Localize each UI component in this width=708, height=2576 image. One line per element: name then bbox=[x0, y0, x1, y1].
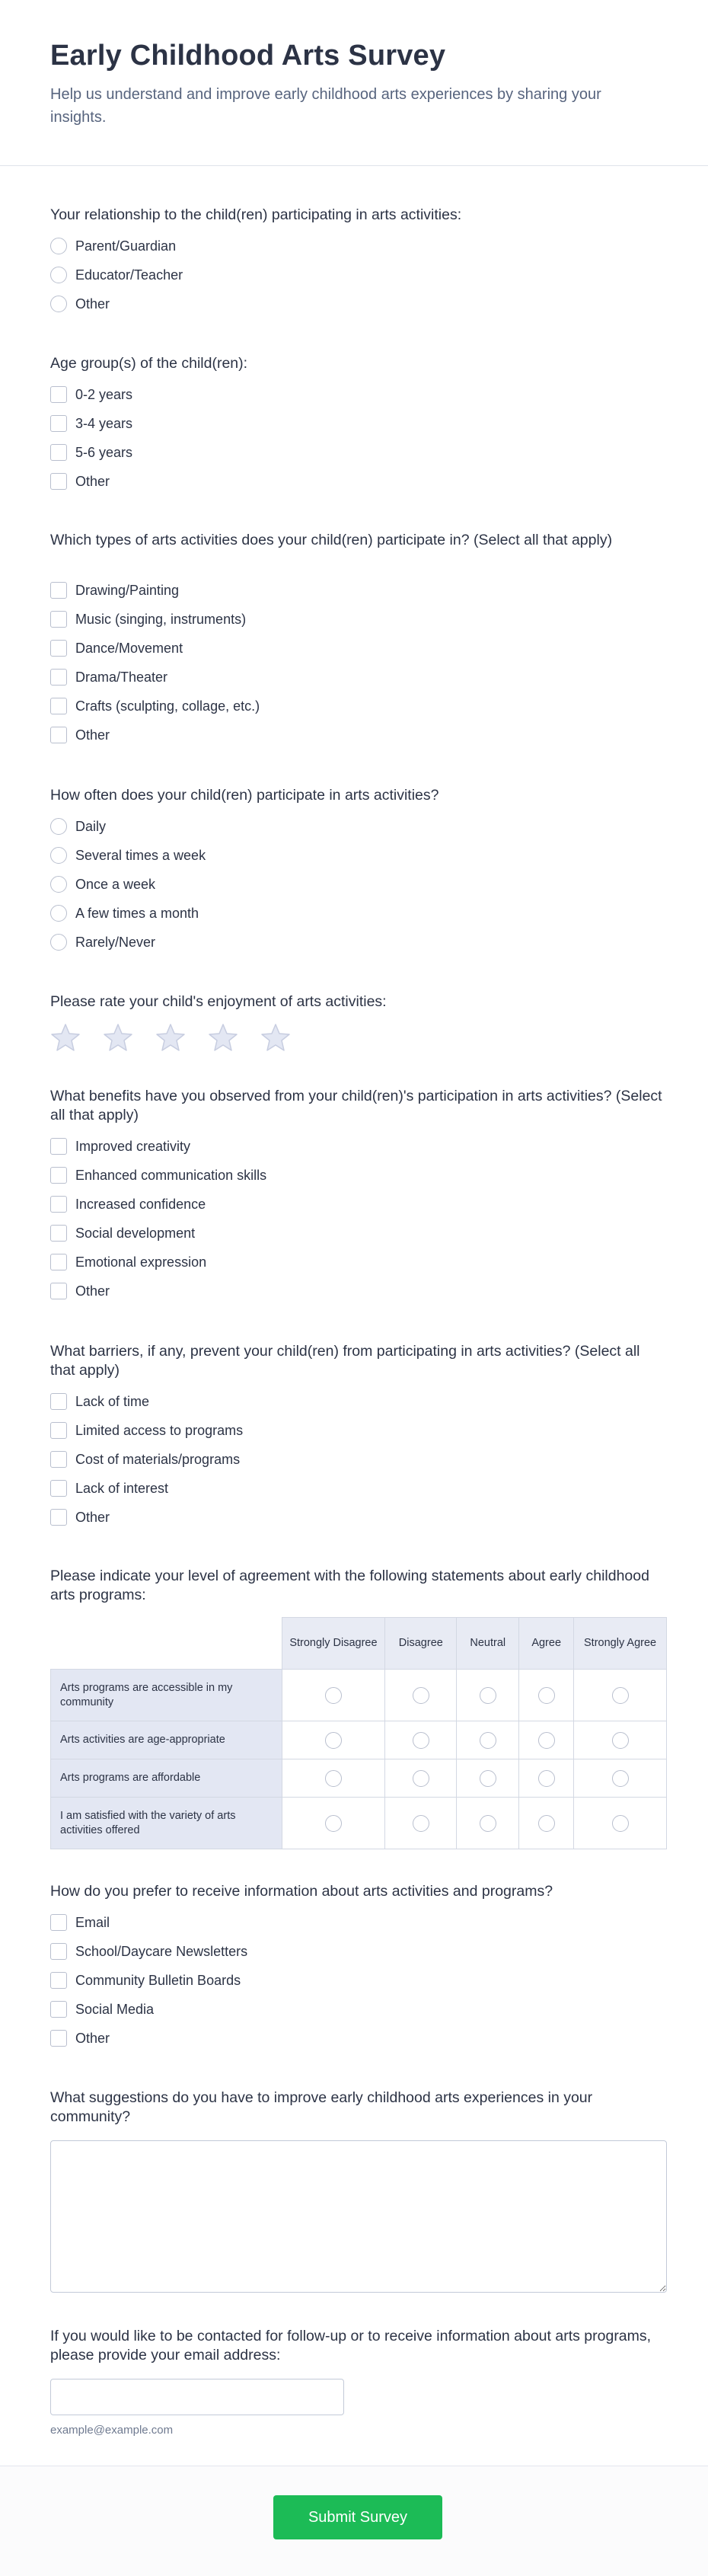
checkbox-option[interactable] bbox=[50, 1478, 168, 1498]
matrix-column-header: Neutral bbox=[457, 1618, 519, 1670]
checkbox[interactable] bbox=[50, 1254, 67, 1270]
checkbox[interactable] bbox=[50, 1138, 67, 1155]
question-label: How do you prefer to receive information about arts activities and programs? bbox=[50, 1883, 553, 1900]
checkbox-option[interactable] bbox=[50, 471, 110, 491]
checkbox[interactable] bbox=[50, 1480, 67, 1497]
checkbox-option[interactable] bbox=[50, 1999, 154, 2019]
matrix-column-header: Agree bbox=[519, 1618, 574, 1670]
matrix-radio[interactable] bbox=[480, 1687, 496, 1704]
checkbox[interactable] bbox=[50, 727, 67, 743]
form-header bbox=[0, 0, 708, 166]
question-label: Your relationship to the child(ren) participating in arts activities: bbox=[50, 206, 462, 223]
radio-button[interactable] bbox=[50, 934, 67, 951]
checkbox-option[interactable] bbox=[50, 1194, 206, 1214]
matrix-row bbox=[51, 1721, 667, 1759]
radio-option[interactable] bbox=[50, 903, 199, 923]
option-label: Cost of materials/programs bbox=[75, 1451, 241, 1467]
option-label: Crafts (sculpting, collage, etc.) bbox=[75, 698, 260, 714]
question-enjoyment-rating bbox=[50, 992, 667, 1012]
checkbox-option[interactable] bbox=[50, 609, 246, 629]
checkbox-option[interactable] bbox=[50, 638, 183, 658]
matrix-radio[interactable] bbox=[612, 1687, 629, 1704]
checkbox-option[interactable] bbox=[50, 1507, 110, 1527]
checkbox-option[interactable] bbox=[50, 1913, 110, 1932]
matrix-radio[interactable] bbox=[612, 1732, 629, 1749]
question-label: Please indicate your level of agreement with the following statements about early childhood arts programs: bbox=[50, 1568, 649, 1603]
radio-button[interactable] bbox=[50, 818, 67, 835]
option-label: Community Bulletin Boards bbox=[75, 1972, 241, 1988]
matrix-row-label: Arts programs are accessible in my community bbox=[51, 1670, 282, 1721]
checkbox[interactable] bbox=[50, 1422, 67, 1439]
option-label: Daily bbox=[75, 818, 107, 834]
option-label: 0-2 years bbox=[75, 386, 133, 402]
checkbox[interactable] bbox=[50, 1196, 67, 1213]
option-label: Other bbox=[75, 473, 110, 489]
matrix-radio[interactable] bbox=[538, 1687, 555, 1704]
option-label: Other bbox=[75, 727, 110, 743]
checkbox[interactable] bbox=[50, 473, 67, 490]
option-label: Email bbox=[75, 1914, 110, 1930]
matrix-column-header: Strongly Agree bbox=[574, 1618, 667, 1670]
checkbox-option[interactable] bbox=[50, 443, 132, 462]
checkbox-option[interactable] bbox=[50, 2028, 110, 2048]
radio-option[interactable] bbox=[50, 874, 155, 894]
checkbox[interactable] bbox=[50, 386, 67, 403]
checkbox[interactable] bbox=[50, 1283, 67, 1299]
option-label: Social development bbox=[75, 1225, 196, 1241]
radio-option[interactable] bbox=[50, 236, 176, 256]
checkbox[interactable] bbox=[50, 2001, 67, 2018]
option-label: Improved creativity bbox=[75, 1138, 191, 1154]
question-label: What benefits have you observed from your child(ren)'s participation in arts activities? (Select all that apply) bbox=[50, 1088, 662, 1123]
matrix-radio[interactable] bbox=[413, 1687, 429, 1704]
checkbox-option[interactable] bbox=[50, 1281, 110, 1301]
question-email bbox=[50, 2327, 667, 2437]
matrix-radio[interactable] bbox=[413, 1732, 429, 1749]
matrix-radio[interactable] bbox=[413, 1770, 429, 1787]
question-suggestions bbox=[50, 2089, 667, 2127]
matrix-radio[interactable] bbox=[480, 1815, 496, 1832]
option-label: 5-6 years bbox=[75, 444, 133, 460]
star-icon[interactable] bbox=[155, 1023, 186, 1052]
question-frequency bbox=[50, 786, 667, 950]
star-icon[interactable] bbox=[260, 1023, 291, 1052]
checkbox[interactable] bbox=[50, 1225, 67, 1242]
checkbox-option[interactable] bbox=[50, 580, 179, 600]
matrix-row bbox=[51, 1670, 667, 1721]
checkbox-option[interactable] bbox=[50, 1165, 266, 1185]
checkbox[interactable] bbox=[50, 1972, 67, 1989]
checkbox-option[interactable] bbox=[50, 725, 110, 745]
radio-button[interactable] bbox=[50, 847, 67, 864]
option-label: Several times a week bbox=[75, 847, 206, 863]
matrix-radio[interactable] bbox=[413, 1815, 429, 1832]
radio-button[interactable] bbox=[50, 905, 67, 922]
radio-option[interactable] bbox=[50, 845, 206, 865]
form-footer bbox=[0, 2466, 708, 2576]
option-label: A few times a month bbox=[75, 905, 199, 921]
checkbox-option[interactable] bbox=[50, 1970, 241, 1990]
matrix-row bbox=[51, 1798, 667, 1849]
question-label: Please rate your child's enjoyment of arts activities: bbox=[50, 993, 387, 1010]
checkbox[interactable] bbox=[50, 1943, 67, 1960]
option-label: Rarely/Never bbox=[75, 934, 156, 950]
option-label: Social Media bbox=[75, 2001, 155, 2017]
matrix-radio[interactable] bbox=[480, 1732, 496, 1749]
star-icon[interactable] bbox=[208, 1023, 238, 1052]
checkbox-option[interactable] bbox=[50, 1223, 195, 1243]
option-label: Music (singing, instruments) bbox=[75, 611, 247, 627]
matrix-row-label: Arts activities are age-appropriate bbox=[51, 1721, 282, 1759]
question-label: What barriers, if any, prevent your child(ren) from participating in arts activities? (Select all that apply) bbox=[50, 1343, 640, 1379]
question-label: If you would like to be contacted for follow-up or to receive information about arts programs, please provide your email address: bbox=[50, 2328, 652, 2363]
option-label: Lack of time bbox=[75, 1393, 150, 1409]
matrix-radio[interactable] bbox=[325, 1687, 342, 1704]
matrix-radio[interactable] bbox=[325, 1732, 342, 1749]
checkbox[interactable] bbox=[50, 444, 67, 461]
matrix-radio[interactable] bbox=[612, 1770, 629, 1787]
question-agreement-matrix bbox=[50, 1567, 667, 1836]
matrix-radio[interactable] bbox=[538, 1732, 555, 1749]
question-information-preference bbox=[50, 1882, 667, 2046]
question-activity-types bbox=[50, 531, 667, 743]
option-label: Drawing/Painting bbox=[75, 582, 180, 598]
checkbox-option[interactable] bbox=[50, 667, 167, 687]
form-title: Early Childhood Arts Survey bbox=[50, 40, 446, 72]
question-benefits bbox=[50, 1087, 667, 1299]
email-sublabel: example@example.com bbox=[50, 2424, 174, 2437]
checkbox[interactable] bbox=[50, 1914, 67, 1931]
matrix-radio[interactable] bbox=[480, 1770, 496, 1787]
star-icon[interactable] bbox=[50, 1023, 81, 1052]
option-label: Lack of interest bbox=[75, 1480, 169, 1496]
checkbox[interactable] bbox=[50, 698, 67, 714]
radio-button[interactable] bbox=[50, 296, 67, 312]
checkbox-option[interactable] bbox=[50, 696, 260, 716]
checkbox-option[interactable] bbox=[50, 414, 132, 433]
option-label: Emotional expression bbox=[75, 1254, 207, 1270]
option-label: Other bbox=[75, 1283, 110, 1299]
matrix-radio[interactable] bbox=[538, 1770, 555, 1787]
email-input[interactable] bbox=[50, 2379, 344, 2415]
matrix-column-header: Strongly Disagree bbox=[282, 1618, 385, 1670]
option-label: Enhanced communication skills bbox=[75, 1167, 267, 1183]
star-icon[interactable] bbox=[103, 1023, 133, 1052]
radio-option[interactable] bbox=[50, 265, 183, 285]
suggestions-textarea[interactable] bbox=[50, 2140, 667, 2293]
checkbox-option[interactable] bbox=[50, 1252, 206, 1272]
checkbox[interactable] bbox=[50, 1393, 67, 1410]
question-label: Age group(s) of the child(ren): bbox=[50, 355, 248, 372]
radio-option[interactable] bbox=[50, 932, 155, 952]
option-label: Once a week bbox=[75, 876, 156, 892]
radio-button[interactable] bbox=[50, 267, 67, 283]
option-label: Other bbox=[75, 2030, 110, 2046]
checkbox-option[interactable] bbox=[50, 1392, 149, 1411]
question-label: What suggestions do you have to improve early childhood arts experiences in your community? bbox=[50, 2089, 593, 2125]
question-label: How often does your child(ren) participate in arts activities? bbox=[50, 787, 439, 804]
option-label: Drama/Theater bbox=[75, 669, 168, 685]
checkbox[interactable] bbox=[50, 1451, 67, 1468]
checkbox-option[interactable] bbox=[50, 1136, 190, 1156]
option-label: Parent/Guardian bbox=[75, 238, 177, 254]
option-label: 3-4 years bbox=[75, 415, 133, 431]
radio-option[interactable] bbox=[50, 294, 110, 314]
form-subtitle: Help us understand and improve early childhood arts experiences by sharing your insights. bbox=[50, 86, 601, 126]
matrix-column-header: Disagree bbox=[385, 1618, 457, 1670]
question-relationship bbox=[50, 206, 667, 312]
checkbox[interactable] bbox=[50, 1509, 67, 1526]
option-label: Other bbox=[75, 1509, 110, 1525]
checkbox[interactable] bbox=[50, 669, 67, 686]
checkbox-option[interactable] bbox=[50, 1449, 240, 1469]
checkbox-option[interactable] bbox=[50, 1421, 243, 1440]
checkbox[interactable] bbox=[50, 415, 67, 432]
radio-option[interactable] bbox=[50, 817, 106, 836]
option-label: Other bbox=[75, 296, 110, 312]
radio-button[interactable] bbox=[50, 876, 67, 893]
matrix-radio[interactable] bbox=[538, 1815, 555, 1832]
submit-button[interactable]: Submit Survey bbox=[273, 2495, 442, 2539]
matrix-corner bbox=[51, 1618, 282, 1670]
matrix-row-label: Arts programs are affordable bbox=[51, 1759, 282, 1798]
checkbox[interactable] bbox=[50, 640, 67, 657]
matrix-radio[interactable] bbox=[612, 1815, 629, 1832]
option-label: Limited access to programs bbox=[75, 1422, 244, 1438]
matrix-radio[interactable] bbox=[325, 1815, 342, 1832]
radio-button[interactable] bbox=[50, 238, 67, 254]
option-label: School/Daycare Newsletters bbox=[75, 1943, 248, 1959]
option-label: Dance/Movement bbox=[75, 640, 183, 656]
checkbox-option[interactable] bbox=[50, 385, 132, 404]
checkbox-option[interactable] bbox=[50, 1942, 247, 1961]
checkbox[interactable] bbox=[50, 2030, 67, 2047]
matrix-table bbox=[50, 1617, 667, 1849]
option-label: Increased confidence bbox=[75, 1196, 206, 1212]
question-age-group bbox=[50, 354, 667, 489]
matrix-row bbox=[51, 1759, 667, 1798]
checkbox[interactable] bbox=[50, 1167, 67, 1184]
matrix-row-label: I am satisfied with the variety of arts activities offered bbox=[51, 1798, 282, 1849]
matrix-radio[interactable] bbox=[325, 1770, 342, 1787]
question-label: Which types of arts activities does your child(ren) participate in? (Select all that apply) bbox=[50, 532, 613, 548]
checkbox[interactable] bbox=[50, 611, 67, 628]
checkbox[interactable] bbox=[50, 582, 67, 599]
question-barriers bbox=[50, 1342, 667, 1525]
option-label: Educator/Teacher bbox=[75, 267, 183, 283]
